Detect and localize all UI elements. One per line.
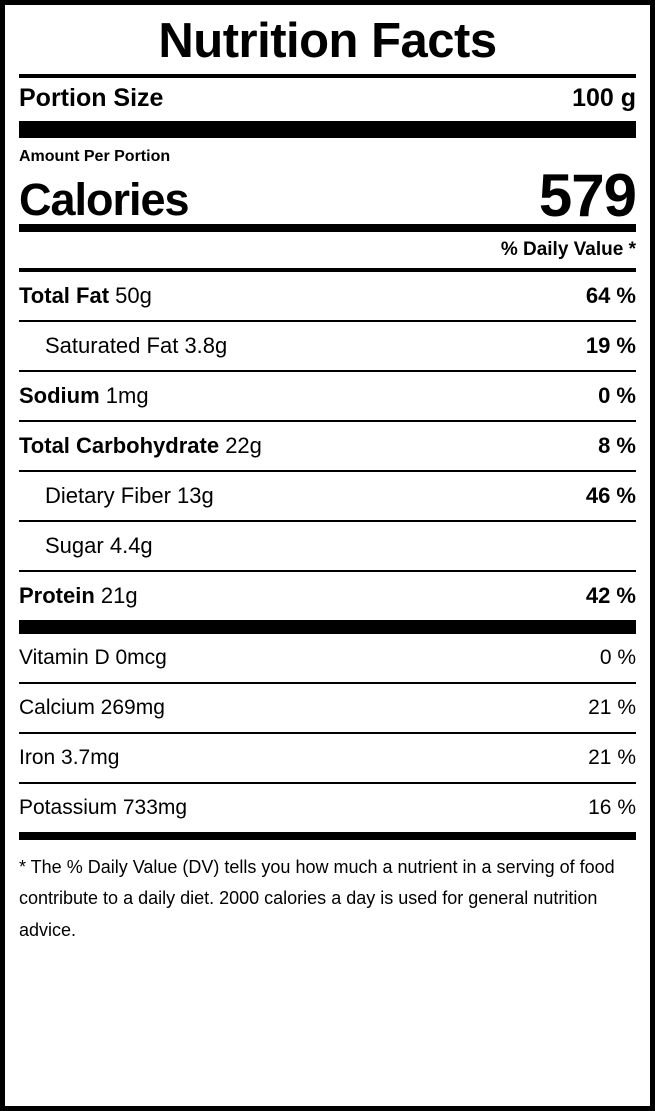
nutrient-name — [19, 583, 138, 609]
portion-size-label: Portion Size — [19, 84, 164, 112]
calories-block — [19, 138, 636, 229]
nutrient-name-text: Saturated Fat — [45, 332, 179, 358]
nutrient-percent: 46 % — [585, 482, 636, 508]
portion-size-value: 100 g — [572, 84, 636, 112]
vitamin-name: Calcium 269mg — [19, 695, 165, 719]
nutrient-row — [19, 422, 636, 470]
nutrient-amount: 1mg — [105, 382, 149, 408]
nutrient-name — [45, 333, 227, 359]
nutrient-amount: 22g — [225, 432, 262, 458]
vitamin-name: Vitamin D 0mcg — [19, 645, 167, 669]
nutrient-name-text: Sugar — [45, 532, 104, 558]
nutrient-name — [45, 533, 153, 559]
nutrient-name — [19, 283, 152, 309]
vitamin-percent: 21 % — [588, 745, 636, 769]
divider-above-footnote — [19, 832, 636, 840]
portion-size-row — [19, 78, 636, 121]
daily-value-header: % Daily Value * — [500, 238, 636, 260]
nutrient-name — [19, 433, 262, 459]
nutrient-row — [19, 372, 636, 420]
vitamin-name: Potassium 733mg — [19, 795, 188, 819]
page-title: Nutrition Facts — [158, 14, 497, 68]
nutrient-amount: 4.4g — [109, 532, 153, 558]
footnote: * The % Daily Value (DV) tells you how much a nutrient in a serving of food contribute to a daily diet. 2000 calories a day is used for general nutrition advice. — [19, 856, 615, 940]
nutrient-percent: 0 % — [598, 382, 636, 408]
nutrient-name-text: Dietary Fiber — [45, 482, 171, 508]
nutrient-percent: 64 % — [585, 282, 636, 308]
vitamin-percent: 16 % — [588, 795, 636, 819]
nutrient-name — [19, 383, 149, 409]
nutrient-name-text: Protein — [19, 582, 95, 608]
nutrient-amount: 13g — [177, 482, 214, 508]
nutrient-row — [19, 322, 636, 370]
calories-value: 579 — [538, 161, 636, 229]
nutrient-row — [19, 522, 636, 570]
nutrient-percent: 19 % — [585, 332, 636, 358]
nutrient-name-text: Total Fat — [19, 282, 110, 308]
vitamin-row — [19, 684, 636, 732]
nutrient-name — [45, 483, 214, 509]
nutrient-row — [19, 272, 636, 320]
vitamin-row — [19, 784, 636, 832]
nutrient-name-text: Sodium — [19, 382, 100, 408]
nutrient-name-text: Total Carbohydrate — [19, 432, 220, 458]
amount-per-portion-label: Amount Per Portion — [19, 148, 171, 165]
vitamin-percent: 0 % — [599, 645, 636, 669]
nutrient-amount: 3.8g — [184, 332, 228, 358]
vitamin-row — [19, 634, 636, 682]
vitamin-percent: 21 % — [588, 695, 636, 719]
calories-row — [19, 161, 636, 229]
nutrient-row — [19, 472, 636, 520]
nutrient-row — [19, 572, 636, 620]
nutrient-percent: 8 % — [598, 432, 636, 458]
nutrient-amount: 50g — [115, 282, 152, 308]
divider-thick-vitamins — [19, 620, 636, 634]
vitamin-row — [19, 734, 636, 782]
nutrient-percent: 42 % — [585, 582, 636, 608]
vitamin-name: Iron 3.7mg — [19, 745, 120, 769]
divider-thick-top — [19, 121, 636, 138]
calories-label: Calories — [19, 173, 189, 225]
nutrient-amount: 21g — [100, 582, 138, 608]
